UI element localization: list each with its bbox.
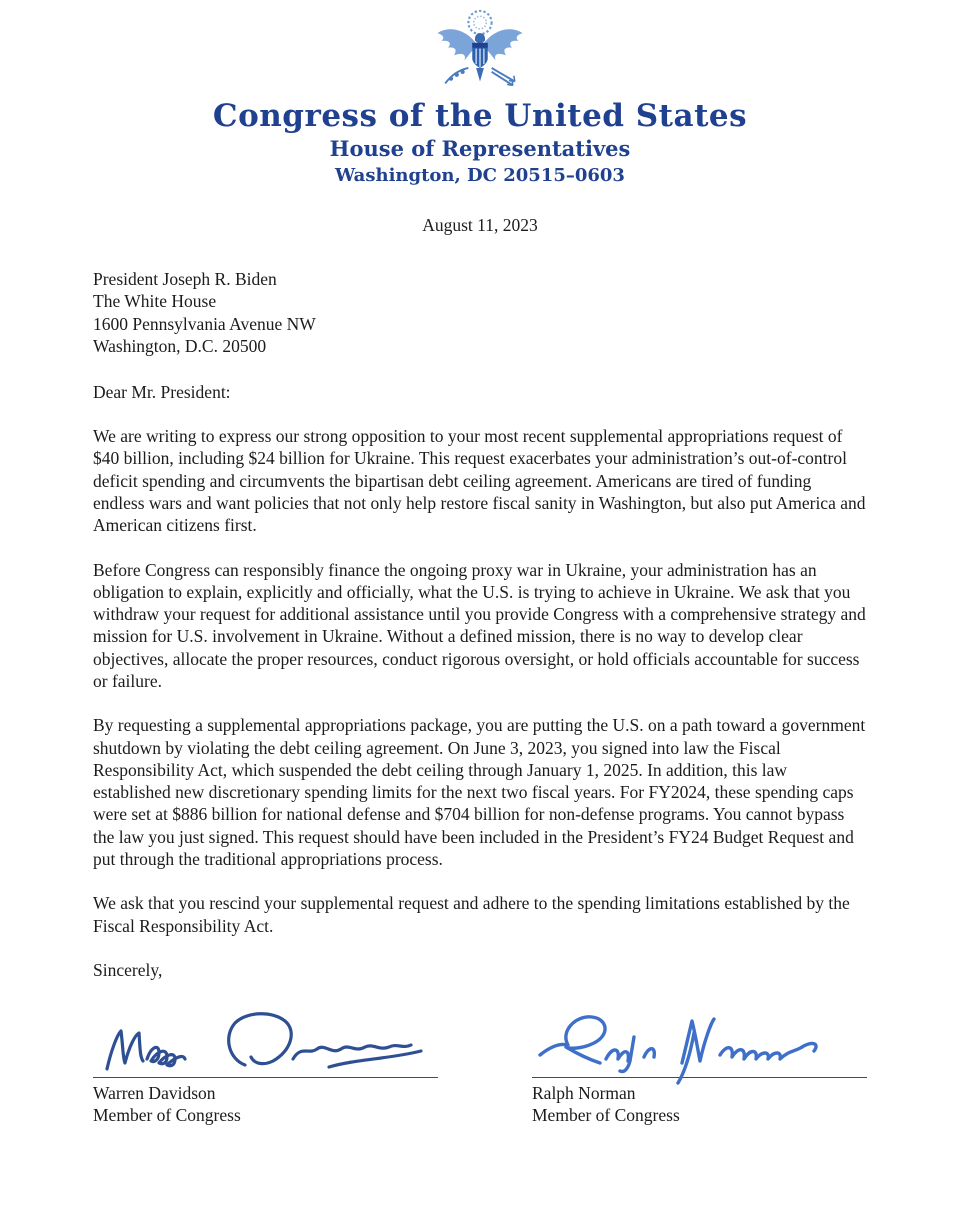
signer-title: Member of Congress: [93, 1105, 241, 1126]
signature-line: [532, 1077, 867, 1078]
recipient-address-block: [93, 268, 867, 358]
letterhead-address: Washington, DC 20515–0603: [335, 165, 625, 186]
recipient-line: 1600 Pennsylvania Avenue NW: [93, 313, 316, 334]
body-paragraph: We ask that you rescind your supplemental request and adhere to the spending limitations established by the Fiscal Responsibility Act.: [93, 893, 850, 936]
recipient-line: President Joseph R. Biden: [93, 269, 277, 289]
body-paragraph: We are writing to express our strong opposition to your most recent supplemental appropriations request of $40 billion, including $24 billion for Ukraine. This request exacerbates your administration’s out-of-control deficit spending and circumvents the bipartisan debt ceiling agreement. Americans are tired of funding endless wars and want policies that not only help restore fiscal sanity in Washington, but also put America and American citizens first.: [93, 426, 866, 536]
signature-block-ralph-norman: [532, 1007, 867, 1127]
salutation: Dear Mr. President:: [93, 381, 231, 402]
body-paragraph: Before Congress can responsibly finance the ongoing proxy war in Ukraine, your administration has an obligation to explain, explicitly and officially, what the U.S. is trying to achieve in Ukraine. We ask that you withdraw your request for additional assistance until you provide Congress with a comprehensive strategy and mission for U.S. involvement in Ukraine. Without a defined mission, there is no way to develop clear objectives, allocate the proper resources, conduct rigorous oversight, or hold officials accountable for success or failure.: [93, 559, 866, 691]
letterhead-title: Congress of the United States: [212, 98, 748, 134]
congress-seal-icon: [93, 8, 867, 97]
closing: Sincerely,: [93, 959, 163, 980]
recipient-line: Washington, D.C. 20500: [93, 336, 267, 357]
signer-name: Warren Davidson: [93, 1082, 216, 1103]
signature-line: [93, 1077, 438, 1078]
body-paragraph: By requesting a supplemental appropriations package, you are putting the U.S. on a path toward a government shutdown by violating the debt ceiling agreement. On June 3, 2023, you signed into law the Fiscal Responsibility Act, which suspended the debt ceiling through January 1, 2025. In addition, this law established new discretionary spending limits for the next two fiscal years. For FY2024, these spending caps were set at $886 billion for national defense and $704 billion for non-defense programs. You cannot bypass the law you just signed. This request should have been included in the President’s FY24 Budget Request and put through the traditional appropriations process.: [93, 715, 866, 870]
recipient-line: The White House: [93, 291, 217, 312]
signer-title: Member of Congress: [532, 1105, 680, 1126]
letter-date: August 11, 2023: [422, 215, 538, 235]
signature-block-warren-davidson: [93, 1007, 438, 1127]
signature-row: [93, 1007, 867, 1127]
warren-davidson-signature: [93, 1007, 433, 1085]
letterhead: [93, 8, 867, 187]
signer-name: Ralph Norman: [532, 1082, 636, 1103]
letterhead-subtitle: House of Representatives: [329, 136, 631, 161]
letter-body: [93, 425, 867, 937]
ralph-norman-signature: [532, 1007, 862, 1085]
